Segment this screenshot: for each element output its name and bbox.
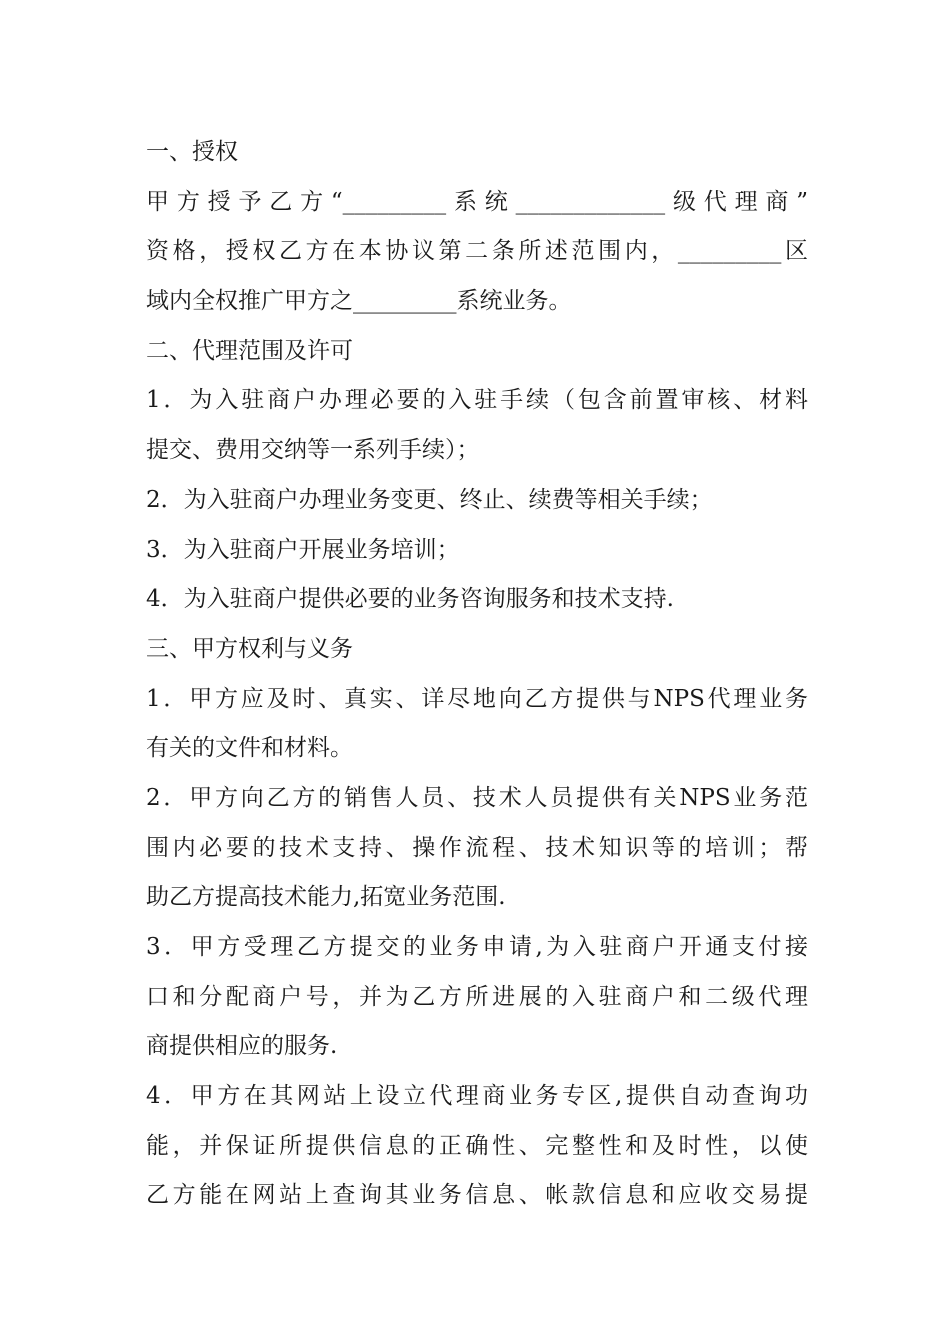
list-item-line: 围内必要的技术支持、操作流程、技术知识等的培训；帮 <box>146 834 808 861</box>
list-item-line: 3．甲方受理乙方提交的业务申请,为入驻商户开通支付接 <box>146 934 808 960</box>
paragraph-line: 资格，授权乙方在本协议第二条所述范围内，_________区 <box>146 238 808 265</box>
paragraph-line: 甲方授予乙方“_________系统_____________级代理商” <box>146 188 808 215</box>
list-item-line: 能，并保证所提供信息的正确性、完整性和及时性，以使 <box>146 1132 808 1159</box>
list-item-line: 4．甲方在其网站上设立代理商业务专区,提供自动查询功 <box>146 1083 808 1110</box>
paragraph-line: 域内全权推广甲方之_________系统业务。 <box>146 288 572 315</box>
list-item-line: 4．为入驻商户提供必要的业务咨询服务和技术支持. <box>146 586 674 613</box>
list-item-line: 1．为入驻商户办理必要的入驻手续（包含前置审核、材料 <box>146 387 808 414</box>
list-item-line: 2．为入驻商户办理业务变更、终止、续费等相关手续； <box>146 486 713 513</box>
list-item-line: 口和分配商户号，并为乙方所进展的入驻商户和二级代理 <box>146 983 808 1010</box>
list-item-line: 提交、费用交纳等一系列手续）； <box>146 437 480 464</box>
section-heading-party-a-rights: 三、甲方权利与义务 <box>146 635 353 662</box>
section-heading-authorization: 一、授权 <box>146 139 238 165</box>
list-item-line: 1．甲方应及时、真实、详尽地向乙方提供与NPS代理业务 <box>146 685 808 712</box>
list-item-line: 商提供相应的服务. <box>146 1033 338 1060</box>
document-body <box>146 128 808 1221</box>
list-item-line: 2．甲方向乙方的销售人员、技术人员提供有关NPS业务范 <box>146 784 808 811</box>
list-item-line: 有关的文件和材料。 <box>146 735 353 762</box>
section-heading-scope: 二、代理范围及许可 <box>146 337 353 364</box>
list-item-line: 3．为入驻商户开展业务培训； <box>146 536 460 563</box>
list-item-line: 乙方能在网站上查询其业务信息、帐款信息和应收交易提 <box>146 1182 808 1209</box>
list-item-line: 助乙方提高技术能力,拓宽业务范围. <box>146 884 506 911</box>
